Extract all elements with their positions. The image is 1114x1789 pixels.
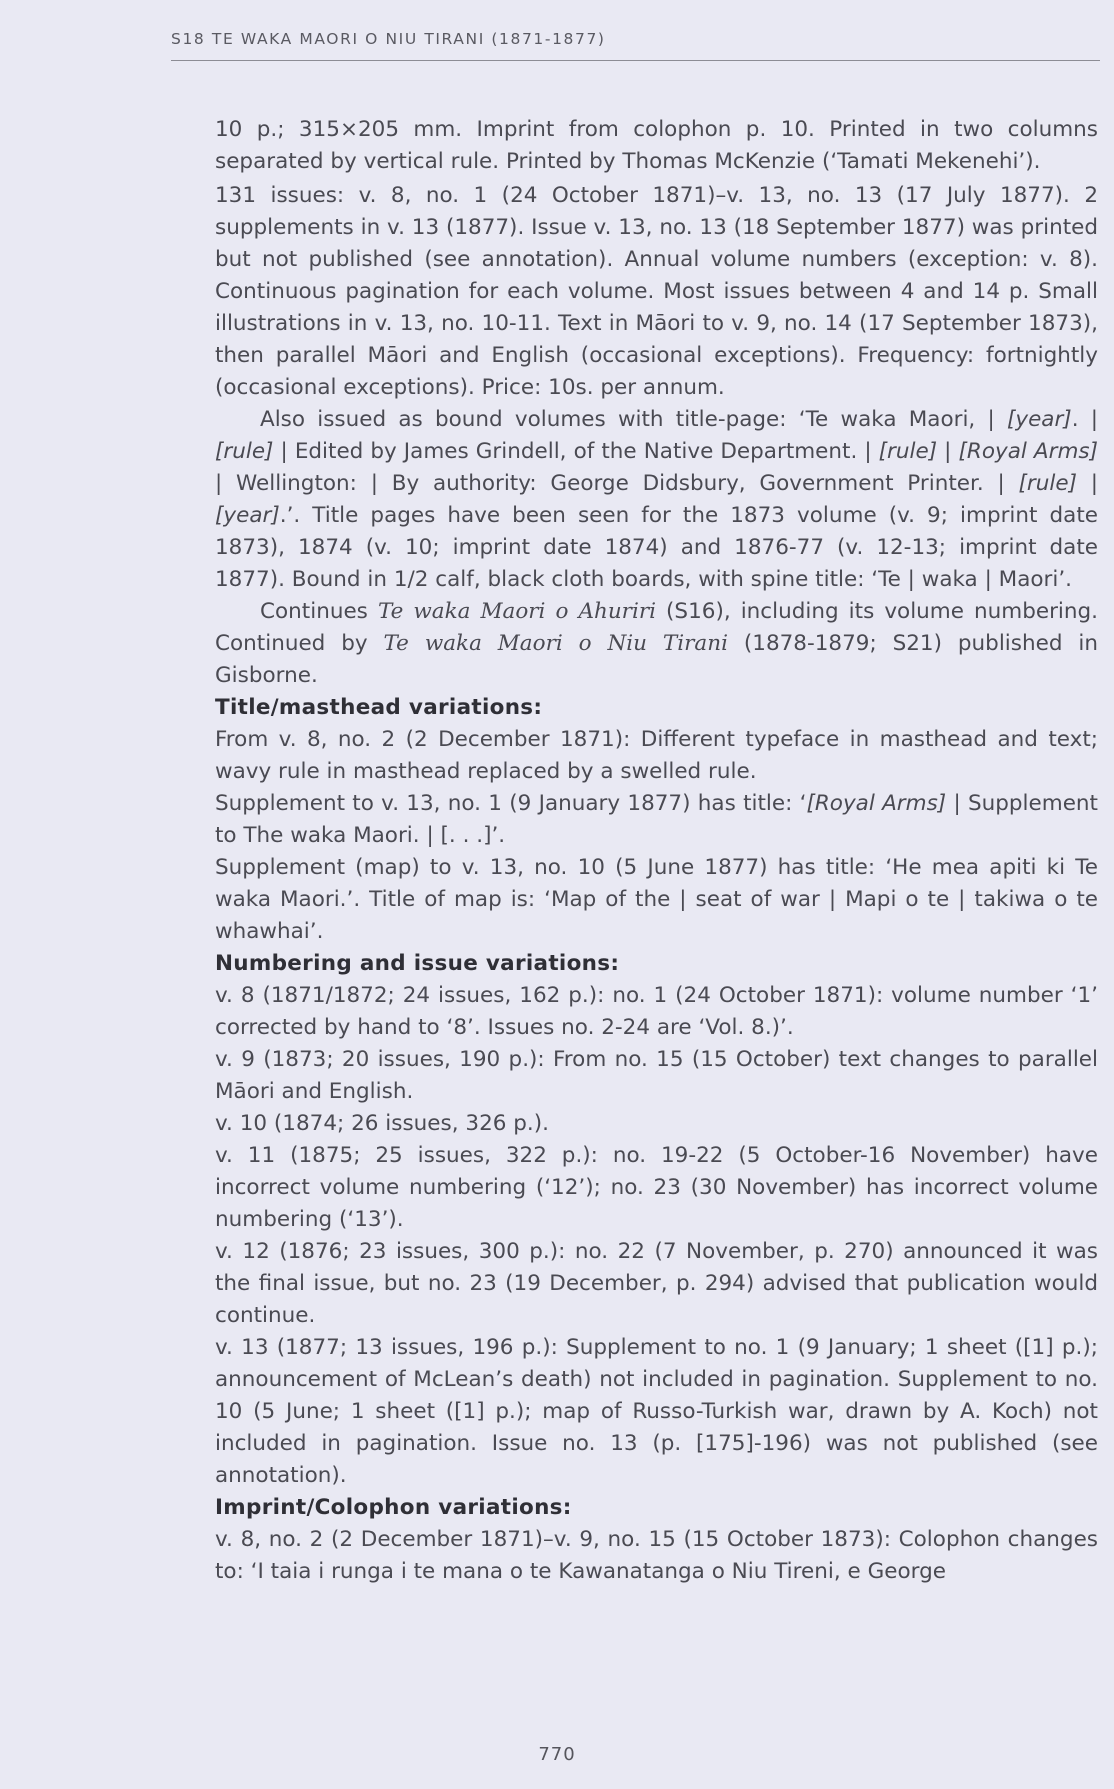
text-run: | Wellington: | By authority: George Didsbury, Government Printer. |	[215, 471, 1019, 496]
running-head: S18 TE WAKA MAORI O NIU TIRANI (1871-1877)	[171, 30, 606, 48]
text-run: . |	[1071, 407, 1099, 432]
header-rule	[171, 60, 1100, 61]
text-run: | Supplement to The waka Maori. | [. . .]’.	[215, 791, 1098, 848]
italic-run: [Royal Arms]	[806, 791, 947, 816]
numbering-variation-item: v. 11 (1875; 25 issues, 322 p.): no. 19-22 (5 October-16 November) have incorrect volume numbering (‘12’); no. 23 (30 November) has incorrect volume numbering (‘13’).	[215, 1143, 1098, 1232]
title-italic: Te waka Maori o Niu Tirani	[383, 631, 728, 656]
numbering-variation-item: v. 12 (1876; 23 issues, 300 p.): no. 22 (7 November, p. 270) announced it was the final issue, but no. 23 (19 December, p. 294) advised that publication would continue.	[215, 1239, 1098, 1328]
text-run: .’. Title pages have been seen for the 1873 volume (v. 9; imprint date 1873), 1874 (v. 10; imprint date 1874) and 1876-77 (v. 12-13; imprint date 1877). Bound in	[215, 503, 1098, 592]
text-run: Also issued as bound volumes with title-page: ‘Te waka Maori, |	[260, 407, 1007, 432]
text-run: (1878-1879; S21) published in Gisborne.	[215, 631, 1098, 688]
title-variation-item: From v. 8, no. 2 (2 December 1871): Different typeface in masthead and text; wavy rule in masthead replaced by a swelled rule.	[215, 727, 1098, 784]
imprint-variation-item: v. 8, no. 2 (2 December 1871)–v. 9, no. 15 (15 October 1873): Colophon changes to: ‘I taia i runga i te mana o te Kawanatanga o Niu Tireni, e George	[215, 1527, 1098, 1584]
text-run: calf, black cloth boards, with spine title: ‘Te | waka | Maori’.	[428, 567, 1073, 592]
imprint-variations-heading: Imprint/Colophon variations:	[215, 1495, 572, 1520]
physical-description-paragraph: 10 p.; 315×205 mm. Imprint from colophon p. 10. Printed in two columns separated by vertical rule. Printed by Thomas McKenzie (‘Tamati Mekenehi’).	[215, 117, 1098, 174]
fraction: 1/2	[393, 567, 429, 592]
italic-run: [rule]	[215, 439, 274, 464]
italic-run: [rule]	[878, 439, 938, 464]
title-variations-heading: Title/masthead variations:	[215, 695, 543, 720]
continues-paragraph	[215, 596, 1098, 692]
text-run: Supplement to v. 13, no. 1 (9 January 1877) has title: ‘	[215, 791, 807, 816]
italic-run: [rule]	[1018, 471, 1077, 496]
italic-run: [Royal Arms]	[958, 439, 1098, 464]
title-variation-item	[215, 788, 1098, 852]
numbering-variation-item: v. 8 (1871/1872; 24 issues, 162 p.): no. 1 (24 October 1871): volume number ‘1’ corrected by hand to ‘8’. Issues no. 2-24 are ‘Vol. 8.)’.	[215, 983, 1098, 1040]
entry-body	[215, 114, 1098, 1588]
numbering-variations-heading: Numbering and issue variations:	[215, 951, 620, 976]
italic-run: [year]	[215, 503, 280, 528]
title-variation-item: Supplement (map) to v. 13, no. 10 (5 June 1877) has title: ‘He mea apiti ki Te waka Maori.’. Title of map is: ‘Map of the | seat of war | Mapi o te | takiwa o te whawhai’.	[215, 855, 1098, 944]
numbering-variation-item: v. 10 (1874; 26 issues, 326 p.).	[215, 1111, 549, 1136]
title-italic: Te waka Maori o Ahuriri	[377, 599, 656, 624]
text-run: |	[937, 439, 959, 464]
text-run: |	[1076, 471, 1098, 496]
italic-run: [year]	[1006, 407, 1072, 432]
issues-paragraph: 131 issues: v. 8, no. 1 (24 October 1871)–v. 13, no. 13 (17 July 1877). 2 supplements in v. 13 (1877). Issue v. 13, no. 13 (18 September 1877) was printed but not published (see annotation). Annual volume numbers (exception: v. 8). Continuous pagination for each volume. Most issues between 4 and 14 p. Small illustrations in v. 13, no. 10-11. Text in Māori to v. 9, no. 14 (17 September 1873), then parallel Māori and English (occasional exceptions). Frequency: fortnightly (occasional exceptions). Price: 10s. per annum.	[215, 183, 1098, 400]
page-number: 770	[538, 1744, 576, 1765]
numbering-variation-item: v. 9 (1873; 20 issues, 190 p.): From no. 15 (15 October) text changes to parallel Māori and English.	[215, 1047, 1098, 1104]
numbering-variation-item: v. 13 (1877; 13 issues, 196 p.): Supplement to no. 1 (9 January; 1 sheet ([1] p.); announcement of McLean’s death) not included in pagination. Supplement to no. 10 (5 June; 1 sheet ([1] p.); map of Russo-Turkish war, drawn by A. Koch) not included in pagination. Issue no. 13 (p. [175]-196) was not published (see annotation).	[215, 1335, 1098, 1488]
bound-volumes-paragraph	[215, 404, 1098, 596]
text-run: (S16), including its volume numbering. Continued by	[215, 599, 1099, 656]
text-run: Continues	[260, 599, 378, 624]
text-run: | Edited by James Grindell, of the Native Department. |	[273, 439, 879, 464]
